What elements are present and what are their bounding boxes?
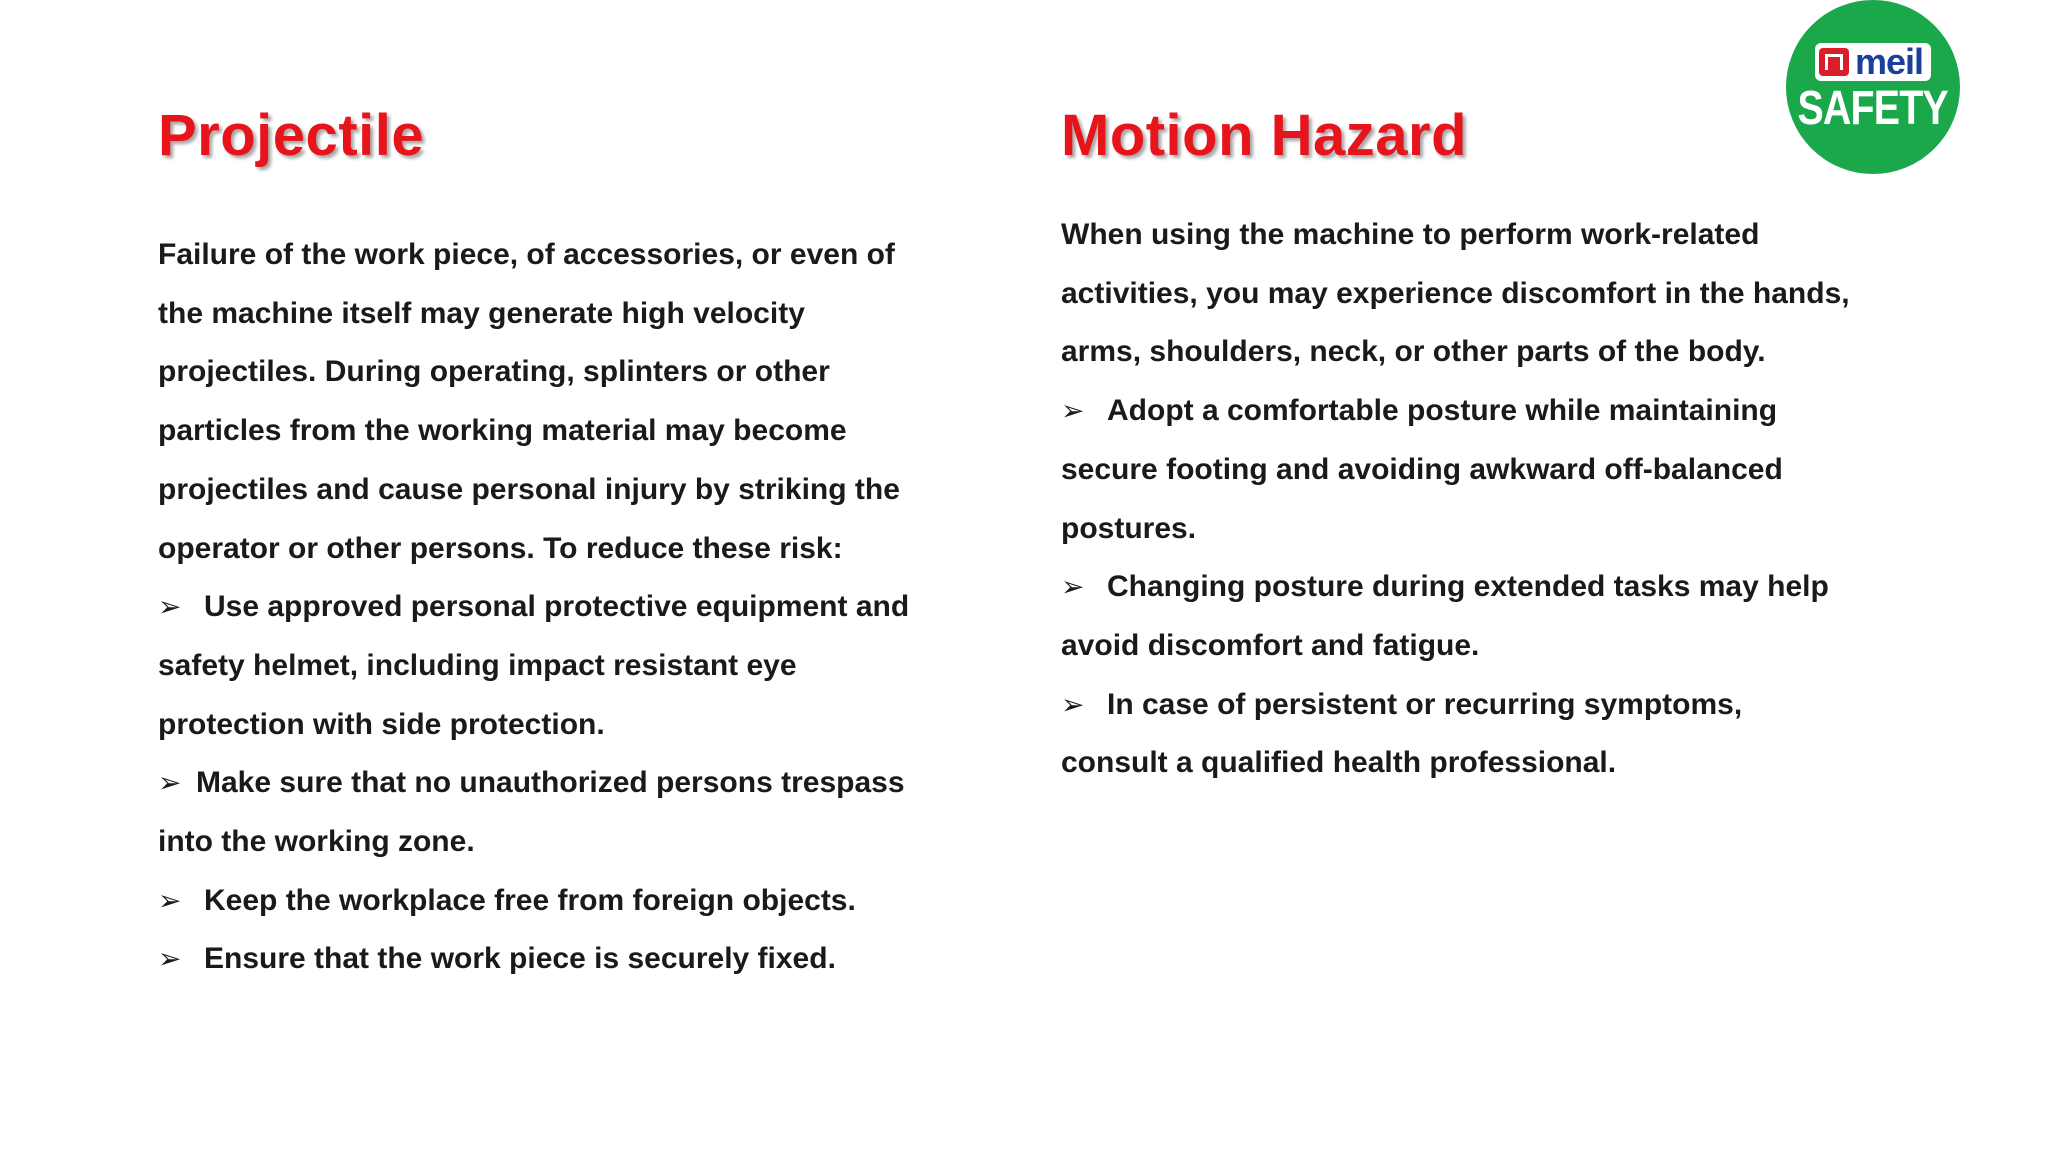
- arrowhead-bullet-icon: ➢: [158, 883, 182, 917]
- meil-mark-icon: [1819, 48, 1849, 76]
- motion-hazard-title: Motion Hazard: [1061, 103, 1468, 168]
- projectile-bullet-4: ➢ Ensure that the work piece is securely fixed.: [158, 930, 938, 989]
- meil-safety-logo: [1786, 0, 1960, 174]
- projectile-title: Projectile: [158, 103, 425, 168]
- projectile-intro: Failure of the work piece, of accessories, or even of the machine itself may generate high velocity projectiles. During operating, splinters or other particles from the working material may become projectiles and cause personal injury by striking the operator or other persons. To reduce these risk:: [158, 238, 900, 565]
- projectile-body: [158, 226, 938, 989]
- logo-safety-text: SAFETY: [1797, 82, 1949, 135]
- arrowhead-bullet-icon: ➢: [1061, 570, 1085, 604]
- projectile-bullet-1: ➢ Use approved personal protective equipment and safety helmet, including impact resistant eye protection with side protection.: [158, 578, 938, 754]
- projectile-bullet-2: ➢ Make sure that no unauthorized persons trespass into the working zone.: [158, 754, 938, 871]
- motion-hazard-bullet-1: ➢ Adopt a comfortable posture while maintaining secure footing and avoiding awkward off-balanced postures.: [1061, 382, 1851, 558]
- arrowhead-bullet-icon: ➢: [158, 590, 182, 624]
- motion-hazard-bullet-3: ➢ In case of persistent or recurring symptoms, consult a qualified health professional.: [1061, 676, 1851, 793]
- arrowhead-bullet-icon: ➢: [1061, 394, 1085, 428]
- logo-brand-plate: [1815, 43, 1931, 81]
- projectile-section: [158, 96, 938, 989]
- arrowhead-bullet-icon: ➢: [158, 766, 182, 800]
- arrowhead-bullet-icon: ➢: [1061, 687, 1085, 721]
- projectile-bullet-3: ➢ Keep the workplace free from foreign objects.: [158, 872, 938, 931]
- motion-hazard-bullet-2: ➢ Changing posture during extended tasks may help avoid discomfort and fatigue.: [1061, 558, 1851, 675]
- logo-brand-text: meil: [1854, 41, 1924, 82]
- arrowhead-bullet-icon: ➢: [158, 942, 182, 976]
- motion-hazard-section: [1061, 96, 1851, 793]
- motion-hazard-intro: When using the machine to perform work-related activities, you may experience discomfort in the hands, arms, shoulders, neck, or other parts of the body.: [1061, 218, 1850, 369]
- motion-hazard-body: [1061, 206, 1851, 793]
